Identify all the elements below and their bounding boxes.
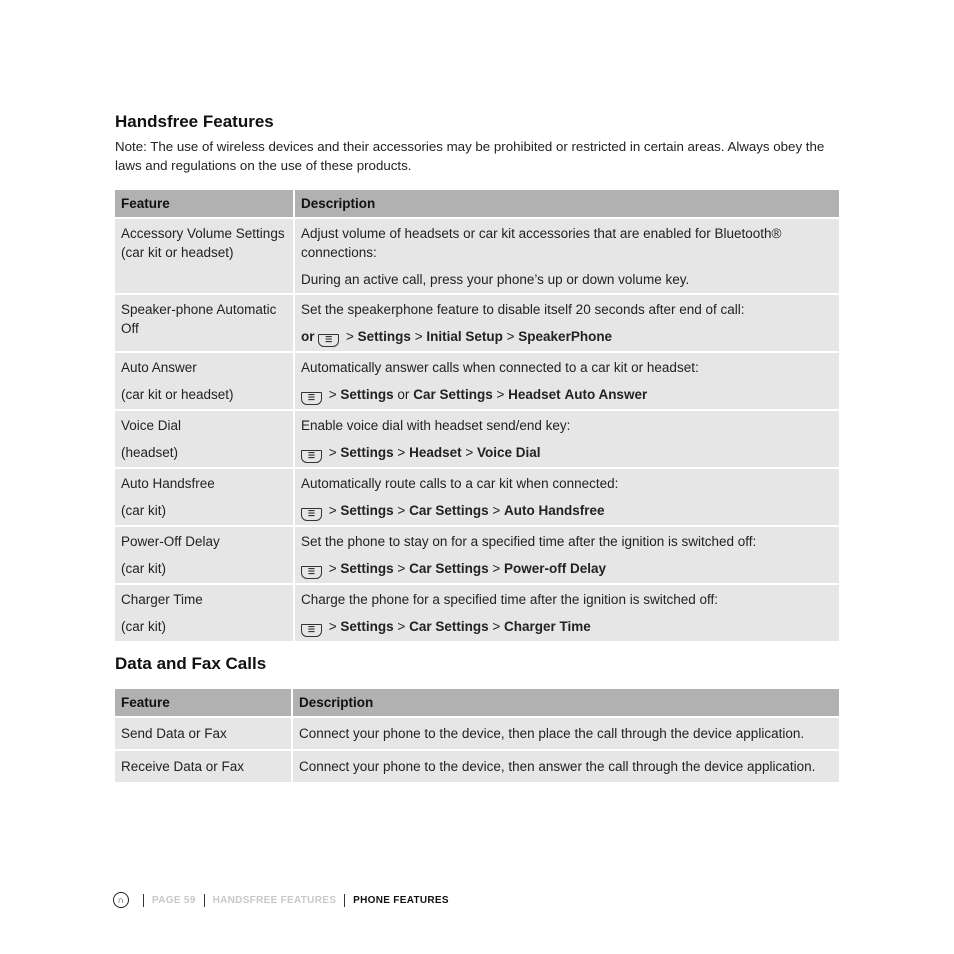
description-cell: [295, 583, 839, 641]
path-separator: >: [397, 561, 406, 576]
path-separator: >: [492, 503, 501, 518]
feature-cell: [115, 467, 295, 525]
menu-key-icon: ☰: [301, 392, 322, 405]
feature-text: (car kit): [121, 503, 166, 518]
description-text: During an active call, press your phone’s up or down volume key.: [301, 272, 690, 287]
footer-divider: [344, 894, 345, 907]
path-item: Voice Dial: [477, 445, 541, 460]
description-text: Set the speakerphone feature to disable itself 20 seconds after end of call:: [301, 302, 745, 317]
table-row: [115, 583, 839, 641]
feature-text: (headset): [121, 445, 179, 460]
header-feature: Feature: [115, 689, 293, 716]
table-header-row: [115, 689, 839, 716]
menu-key-icon: ☰: [301, 624, 322, 637]
path-item: Power-off Delay: [504, 561, 607, 576]
path-item: Settings: [357, 329, 411, 344]
menu-key-icon: ☰: [301, 566, 322, 579]
path-separator: >: [397, 619, 406, 634]
description-cell: Connect your phone to the device, then answer the call through the device application.: [293, 749, 839, 782]
feature-cell: [115, 293, 295, 351]
description-text: Charge the phone for a specified time after the ignition is switched off:: [301, 592, 718, 607]
description-cell: [295, 293, 839, 351]
path-item: Car Settings: [409, 561, 489, 576]
data-fax-table: [115, 689, 839, 782]
feature-text: Auto Answer: [121, 360, 197, 375]
description-cell: Connect your phone to the device, then place the call through the device application.: [293, 716, 839, 749]
menu-path: ☰ > Settings > Car Settings > Charger Time: [301, 617, 833, 637]
path-separator: >: [492, 561, 501, 576]
path-item: Headset: [508, 387, 561, 402]
handsfree-table-body: [115, 217, 839, 641]
header-description: Description: [293, 689, 839, 716]
table-row: [115, 525, 839, 583]
feature-cell: [115, 351, 295, 409]
table-row: [115, 293, 839, 351]
header-description: Description: [295, 190, 839, 217]
section-title-handsfree: Handsfree Features: [115, 112, 274, 131]
table-row: [115, 351, 839, 409]
path-item: Initial Setup: [426, 329, 503, 344]
feature-cell: [115, 583, 295, 641]
path-item: Car Settings: [409, 619, 489, 634]
footer-section: HANDSFREE FEATURES: [212, 894, 337, 906]
description-text: Set the phone to stay on for a specified time after the ignition is switched off:: [301, 534, 757, 549]
menu-path: ☰ > Settings > Car Settings > Auto Handsfree: [301, 501, 833, 521]
handsfree-table: [115, 190, 839, 641]
description-text: Automatically answer calls when connected to a car kit or headset:: [301, 360, 699, 375]
path-item: Car Settings: [413, 387, 493, 402]
menu-key-icon: ☰: [301, 450, 322, 463]
description-text: Enable voice dial with headset send/end key:: [301, 418, 571, 433]
menu-path: or ☰ > Settings > Initial Setup > SpeakerPhone: [301, 327, 833, 347]
safety-note: Note: The use of wireless devices and their accessories may be prohibited or restricted in certain areas. Always obey the laws and regulations on the use of these products.: [115, 139, 825, 173]
path-separator: >: [397, 503, 406, 518]
feature-text: (car kit or headset): [121, 387, 234, 402]
menu-path: ☰ > Settings > Headset > Voice Dial: [301, 443, 833, 463]
table-header-row: [115, 190, 839, 217]
table-row: [115, 467, 839, 525]
description-cell: [295, 467, 839, 525]
section-title-data-fax: Data and Fax Calls: [115, 654, 267, 673]
footer-divider: [204, 894, 205, 907]
table-row: [115, 749, 839, 782]
path-separator: >: [496, 387, 505, 402]
path-item: Auto Answer: [564, 387, 648, 402]
feature-text: Power-Off Delay: [121, 534, 220, 549]
path-separator: >: [397, 445, 406, 460]
feature-cell: [115, 525, 295, 583]
table-row: [115, 716, 839, 749]
path-item: Headset: [409, 445, 462, 460]
description-cell: [295, 351, 839, 409]
description-cell: [295, 525, 839, 583]
path-item: Charger Time: [504, 619, 591, 634]
path-item: Settings: [340, 561, 394, 576]
description-cell: [295, 217, 839, 293]
feature-text: Accessory Volume Settings (car kit or headset): [121, 226, 285, 260]
feature-cell: Send Data or Fax: [115, 716, 293, 749]
table-row: [115, 409, 839, 467]
path-separator: >: [414, 329, 423, 344]
description-cell: [295, 409, 839, 467]
feature-text: (car kit): [121, 561, 166, 576]
path-item: Car Settings: [409, 503, 489, 518]
menu-key-icon: ☰: [318, 334, 339, 347]
header-feature: Feature: [115, 190, 295, 217]
table-row: [115, 217, 839, 293]
path-separator: or: [397, 387, 410, 402]
menu-key-icon: ☰: [301, 508, 322, 521]
motorola-logo-icon: ∩: [113, 892, 129, 908]
feature-cell: Receive Data or Fax: [115, 749, 293, 782]
path-item: SpeakerPhone: [518, 329, 613, 344]
path-item: Settings: [340, 619, 394, 634]
path-prefix: or: [301, 329, 315, 344]
feature-text: Speaker-phone Automatic Off: [121, 302, 277, 336]
menu-path: ☰ > Settings or Car Settings > Headset Auto Answer: [301, 385, 833, 405]
page-number: PAGE 59: [152, 894, 196, 906]
path-separator: >: [465, 445, 474, 460]
menu-path: ☰ > Settings > Car Settings > Power-off Delay: [301, 559, 833, 579]
footer-current-chapter: PHONE FEATURES: [353, 894, 449, 906]
feature-text: Auto Handsfree: [121, 476, 215, 491]
footer-divider: [143, 894, 144, 907]
path-item: Settings: [340, 387, 394, 402]
path-separator: >: [506, 329, 515, 344]
feature-text: Charger Time: [121, 592, 203, 607]
feature-cell: [115, 217, 295, 293]
description-text: Automatically route calls to a car kit when connected:: [301, 476, 619, 491]
page-footer: [113, 890, 449, 910]
path-item: Settings: [340, 503, 394, 518]
path-item: Settings: [340, 445, 394, 460]
page-content: [115, 112, 839, 782]
feature-text: Voice Dial: [121, 418, 182, 433]
feature-text: (car kit): [121, 619, 166, 634]
path-separator: >: [492, 619, 501, 634]
description-text: Adjust volume of headsets or car kit accessories that are enabled for Bluetooth® connections:: [301, 226, 782, 260]
data-fax-table-body: [115, 716, 839, 782]
feature-cell: [115, 409, 295, 467]
path-item: Auto Handsfree: [504, 503, 605, 518]
